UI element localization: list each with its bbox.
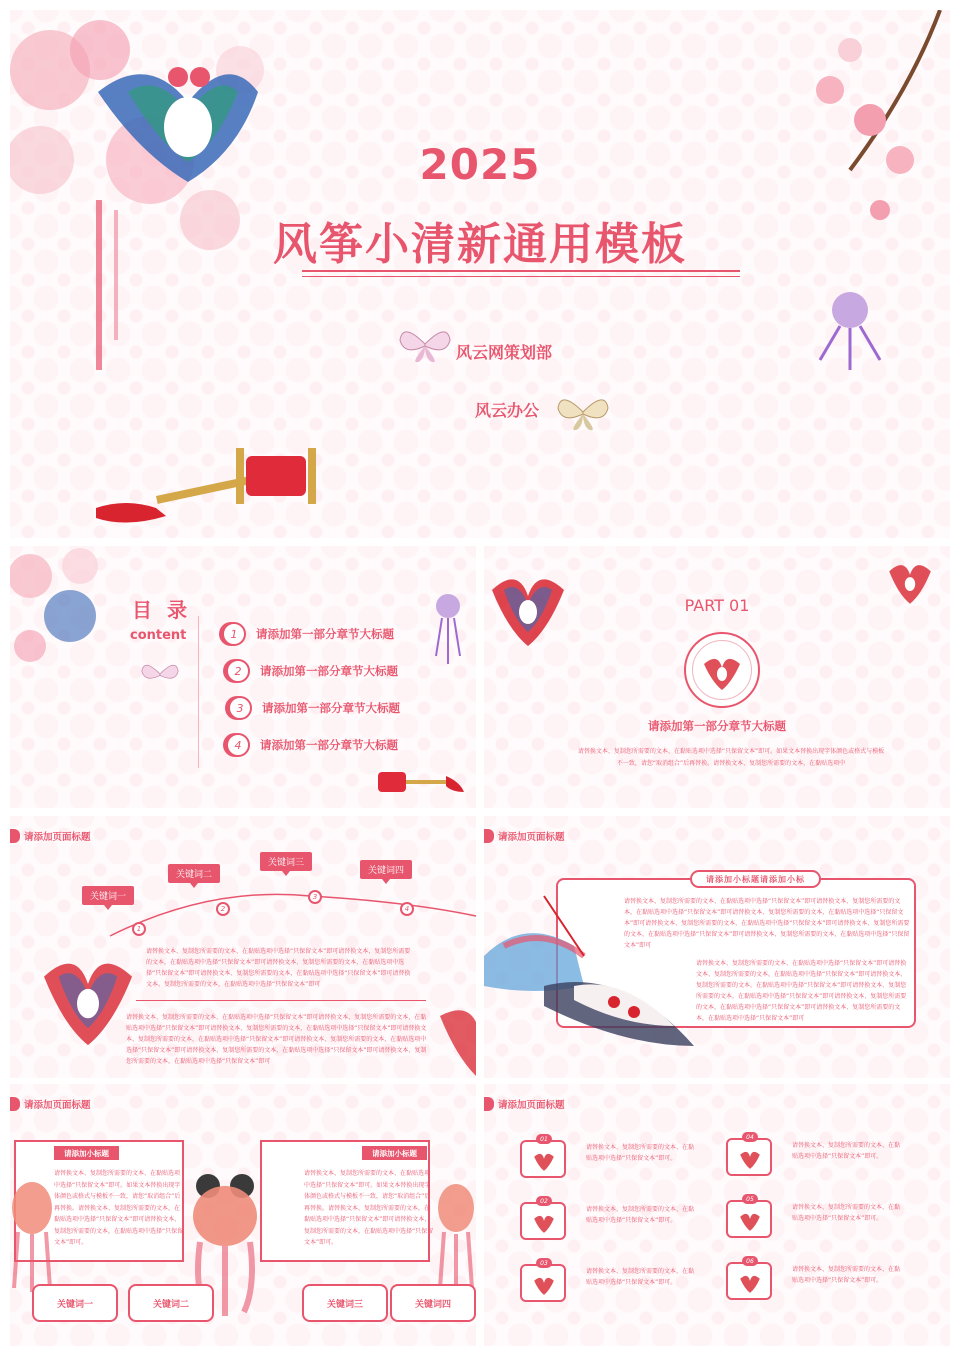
item-number-badge: 02 xyxy=(536,1196,552,1206)
keyword-tag: 关键词二 xyxy=(168,864,220,883)
list-item xyxy=(520,1136,720,1182)
toc-item[interactable] xyxy=(228,696,400,720)
toc-divider xyxy=(198,616,199,768)
toc-item-label: 请添加第一部分章节大标题 xyxy=(260,738,398,752)
butterfly-icon xyxy=(398,322,452,366)
timeline-paragraph-1: 请替换文本、复制您所需要的文本、在黏贴选项中选择“只保留文本”即可请替换文本、复制您所需要的文本，在黏贴选项中选择“只保留文本”即可请替换文本、复制您所需要的文本，在黏贴选项中选择“只保留文本”即可请替换文本、复制您所需要的文本，在黏贴选项中选择“只保留文本”即可请替换文本、复制您所需要的文本，在黏贴选项中选择“只保留文本”即可 xyxy=(146,948,411,988)
page-header xyxy=(484,828,565,844)
title-underline xyxy=(302,270,740,272)
page-header xyxy=(484,1096,565,1112)
toc-number-badge: 4 xyxy=(226,733,250,757)
page-title: 请添加页面标题 xyxy=(498,1100,565,1111)
toc-slide[interactable] xyxy=(10,546,476,808)
item-number-badge: 04 xyxy=(742,1132,758,1142)
kite-reel-icon xyxy=(96,438,356,528)
goldfish-kite-icon xyxy=(436,1172,476,1292)
toc-number-badge: 1 xyxy=(222,622,246,646)
timeline-divider xyxy=(136,1000,426,1001)
card-subtitle-tag: 请添加小标题 xyxy=(54,1146,119,1160)
list-item xyxy=(520,1198,720,1244)
swallow-kite-icon xyxy=(38,940,138,1050)
main-title: 风筝小清新通用模板 xyxy=(273,219,687,270)
kite-thumbnail xyxy=(726,1138,772,1176)
kite-thumbnail xyxy=(726,1262,772,1300)
card-subtitle-tag: 请添加小标题 xyxy=(362,1146,427,1160)
card-text: 请替换文本、复制您所需要的文本、在黏贴选项中选择“只保留文本”即可。如果文本替换出现字体颜色或格式与模板不一致，请您“取消组合”后再替换。请替换文本、复制您所需要的文本，在黏贴选项中选择“只保留文本”即可请替换文本、复制您所需要的文本，在黏贴选项中选择“只保留文本”即可。 xyxy=(54,1170,184,1246)
keyword-button[interactable]: 关键词二 xyxy=(128,1284,214,1322)
keyword-tag: 关键词一 xyxy=(82,886,134,905)
timeline-node: 1 xyxy=(132,922,146,936)
part-emblem xyxy=(684,632,760,708)
toc-item-label: 请添加第一部分章节大标题 xyxy=(262,701,400,715)
kite-icon xyxy=(532,1272,556,1296)
goldfish-kite-icon xyxy=(10,1172,54,1292)
kite-thumbnail xyxy=(520,1202,566,1240)
list-item xyxy=(726,1196,926,1242)
keyword-button[interactable]: 关键词一 xyxy=(32,1284,118,1322)
kite-icon xyxy=(738,1208,762,1232)
subtitle-department: 风云网策划部 xyxy=(456,343,553,362)
year-title: 2025 xyxy=(419,140,541,189)
keyword-button[interactable]: 关键词三 xyxy=(302,1284,388,1322)
title-slide[interactable] xyxy=(10,10,950,538)
subtitle-company: 风云办公 xyxy=(475,401,540,420)
section-subtitle-pill: 请添加小标题请添加小标 xyxy=(690,870,821,888)
kite-icon xyxy=(738,1146,762,1170)
keyword-button[interactable]: 关键词四 xyxy=(390,1284,476,1322)
kite-thumbnail xyxy=(520,1264,566,1302)
item-number-badge: 01 xyxy=(536,1134,552,1144)
kite-thumbnail xyxy=(726,1200,772,1238)
timeline-node: 3 xyxy=(308,890,322,904)
kite-icon xyxy=(532,1210,556,1234)
item-text: 请替换文本、复制您所需要的文本、在黏贴选项中选择“只保留文本”即可。 xyxy=(792,1204,901,1222)
toc-item-label: 请添加第一部分章节大标题 xyxy=(256,627,394,641)
page-header xyxy=(10,828,91,844)
item-number-badge: 03 xyxy=(536,1258,552,1268)
page-title: 请添加页面标题 xyxy=(24,1100,91,1111)
keyword-tag: 关键词四 xyxy=(360,860,412,879)
page-title: 请添加页面标题 xyxy=(498,832,565,843)
part-label: PART 01 xyxy=(684,596,750,615)
keyword-tag: 关键词三 xyxy=(260,852,312,871)
item-number-badge: 06 xyxy=(742,1256,758,1266)
timeline-node: 4 xyxy=(400,902,414,916)
timeline-paragraph-2: 请替换文本、复制您所需要的文本、在黏贴选项中选择“只保留文本”即可请替换文本、复制您所需要的文本，在黏贴选项中选择“只保留文本”即可请替换文本、复制您所需要的文本，在黏贴选项中选择“只保留文本”即可请替换文本、复制您所需要的文本，在黏贴选项中选择“只保留文本”即可请替换文本、复制您所需要的文本，在黏贴选项中选择“只保留文本”即可请替换文本、复制您所需要的文本，在黏贴选项中选择“只保留文本”即可请替换文本、复制您所需要的文本，在黏贴选项中选择“只保留文本”即可 xyxy=(126,1014,427,1065)
kite-emblem-icon xyxy=(700,648,744,692)
kite-icon xyxy=(532,1148,556,1172)
butterfly-icon xyxy=(140,658,180,690)
butterfly-icon-2 xyxy=(556,390,610,434)
toc-subtitle: content xyxy=(130,628,187,643)
frame-paragraph-2: 请替换文本、复制您所需要的文本、在黏贴选项中选择“只保留文本”即可请替换文本、复制您所需要的文本，在黏贴选项中选择“只保留文本”即可请替换文本、复制您所需要的文本，在黏贴选项中选择“只保留文本”即可请替换文本、复制您所需要的文本，在黏贴选项中选择“只保留文本”即可请替换文本、复制您所需要的文本，在黏贴选项中选择“只保留文本”即可请替换文本、复制您所需要的文本，在黏贴选项中选择“只保留文本”即可 xyxy=(696,960,907,1022)
page-header xyxy=(10,1096,91,1112)
toc-item[interactable] xyxy=(226,733,398,757)
frame-slide[interactable] xyxy=(484,816,950,1078)
header-flag-icon xyxy=(484,829,494,843)
card-text: 请替换文本、复制您所需要的文本、在黏贴选项中选择“只保留文本”即可。如果文本替换出现字体颜色或格式与模板不一致，请您“取消组合”后再替换。请替换文本、复制您所需要的文本，在黏贴选项中选择“只保留文本”即可请替换文本、复制您所需要的文本，在黏贴选项中选择“只保留文本”即可。 xyxy=(304,1170,434,1246)
list-slide[interactable] xyxy=(484,1084,950,1346)
swallow-kite-partial-icon xyxy=(436,996,476,1076)
item-text: 请替换文本、复制您所需要的文本、在黏贴选项中选择“只保留文本”即可。 xyxy=(586,1268,695,1286)
item-text: 请替换文本、复制您所需要的文本、在黏贴选项中选择“只保留文本”即可。 xyxy=(792,1142,901,1160)
part-body-text: 请替换文本、复制您所需要的文本、在黏贴选项中选择“只保留文本”即可。如果文本替换出现字体颜色或格式与模板不一致，请您“取消组合”后再替换。请替换文本、复制您所需要的文本，在黏贴选项中 xyxy=(577,748,885,767)
timeline-node: 2 xyxy=(216,902,230,916)
cherry-blossom-corner-illustration xyxy=(10,546,130,696)
header-flag-icon xyxy=(484,1097,494,1111)
kite-icon xyxy=(738,1270,762,1294)
header-flag-icon xyxy=(10,1097,20,1111)
toc-number-badge: 2 xyxy=(226,659,250,683)
lantern-icon xyxy=(428,576,468,666)
part-slide[interactable] xyxy=(484,546,950,808)
kite-thumbnail xyxy=(520,1140,566,1178)
item-text: 请替换文本、复制您所需要的文本、在黏贴选项中选择“只保留文本”即可。 xyxy=(586,1206,695,1224)
cherry-blossom-right-illustration xyxy=(790,10,950,370)
cards-slide[interactable] xyxy=(10,1084,476,1346)
kite-reel-icon xyxy=(368,766,468,802)
item-text: 请替换文本、复制您所需要的文本、在黏贴选项中选择“只保留文本”即可。 xyxy=(792,1266,901,1284)
page-title: 请添加页面标题 xyxy=(24,832,91,843)
toc-number-badge: 3 xyxy=(228,696,252,720)
item-number-badge: 05 xyxy=(742,1194,758,1204)
toc-title: 目 录 xyxy=(132,598,191,622)
toc-item[interactable] xyxy=(222,622,394,646)
item-text: 请替换文本、复制您所需要的文本、在黏贴选项中选择“只保留文本”即可。 xyxy=(586,1144,695,1162)
title-underline-thin xyxy=(302,276,740,277)
list-item xyxy=(726,1258,926,1304)
header-flag-icon xyxy=(10,829,20,843)
frame-paragraph-1: 请替换文本、复制您所需要的文本、在黏贴选项中选择“只保留文本”即可请替换文本、复制您所需要的文本，在黏贴选项中选择“只保留文本”即可请替换文本、复制您所需要的文本，在黏贴选项中选择“只保留文本”即可请替换文本、复制您所需要的文本，在黏贴选项中选择“只保留文本”即可请替换文本、复制您所需要的文本，在黏贴选项中选择“只保留文本”即可请替换文本、复制您所需要的文本，在黏贴选项中选择“只保留文本”即可 xyxy=(624,898,910,949)
list-item xyxy=(726,1134,926,1180)
part-heading: 请添加第一部分章节大标题 xyxy=(648,719,786,733)
toc-item[interactable] xyxy=(226,659,398,683)
list-item xyxy=(520,1260,720,1306)
timeline-slide[interactable] xyxy=(10,816,476,1078)
toc-item-label: 请添加第一部分章节大标题 xyxy=(260,664,398,678)
